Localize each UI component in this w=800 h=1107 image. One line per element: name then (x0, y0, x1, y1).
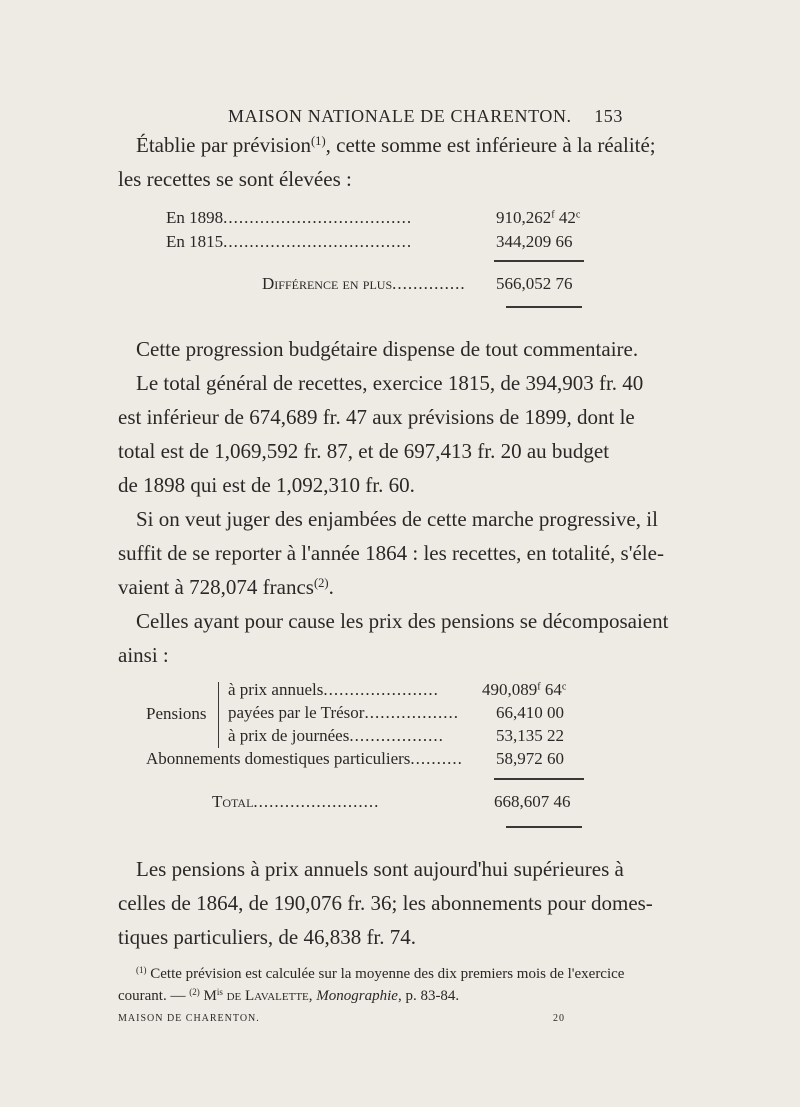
page-number: 153 (594, 106, 623, 126)
intro-line-2: les recettes se sont élevées : (118, 167, 352, 191)
paragraph-1-line-5: de 1898 qui est de 1,092,310 fr. 60. (118, 473, 415, 497)
total-label: Total........................ (212, 792, 380, 811)
pensions-brace (218, 682, 227, 748)
paragraph-2-line-1: Si on veut juger des enjambées de cette marche progressive, il (136, 507, 658, 531)
receipts-row-1-amount: 910,262$^f$ 42$^c$ (496, 208, 581, 227)
pensions-row-3-amount: 53,135 22 (496, 726, 564, 745)
footnote-line-2: courant. — $^{(2)}$ $M^{is}$ de Lavalette, Monographie, p. 83-84. (118, 987, 460, 1004)
footnote-ref-2: (2) (313, 576, 329, 591)
pensions-group-label: Pensions (146, 704, 207, 723)
footnote-2-mark: (2) (189, 987, 200, 998)
paragraph-1-line-3: est inférieur de 674,689 fr. 47 aux prévisions de 1899, dont le (118, 405, 635, 429)
receipts-row-2-amount: 344,209 66 (496, 232, 573, 251)
paragraph-3-line-2: ainsi : (118, 643, 169, 667)
pensions-row-2-amount: 66,410 00 (496, 703, 564, 722)
paragraph-4-line-2: celles de 1864, de 190,076 fr. 36; les abonnements pour domes- (118, 891, 653, 915)
difference-amount: 566,052 76 (496, 274, 573, 293)
paragraph-4-line-3: tiques particuliers, de 46,838 fr. 74. (118, 925, 417, 949)
subscriptions-label: Abonnements domestiques particuliers.......... (146, 749, 463, 768)
running-title: MAISON NATIONALE DE CHARENTON. (228, 106, 572, 126)
intro-line-1: Établie par prévision$^{(1)}$, cette somme est inférieure à la réalité; (136, 133, 656, 157)
paragraph-3-line-1: Celles ayant pour cause les prix des pensions se décomposaient (136, 609, 669, 633)
paragraph-2-line-2: suffit de se reporter à l'année 1864 : les recettes, en totalité, s'éle- (118, 541, 664, 565)
pensions-row-1-amount: 490,089$^f$ 64$^c$ (482, 680, 567, 699)
pensions-row-2-label: payées par le Trésor.................. (228, 703, 459, 722)
total-amount: 668,607 46 (494, 792, 571, 811)
pensions-row-1-label: à prix annuels...................... (228, 680, 439, 699)
subscriptions-amount: 58,972 60 (496, 749, 564, 768)
paragraph-1-line-4: total est de 1,069,592 fr. 87, et de 697,413 fr. 20 au budget (118, 439, 610, 463)
receipts-row-1-label: En 1898.................................... (166, 208, 413, 227)
footnote-1-mark: (1) (136, 965, 147, 976)
work-title: Monographie (316, 988, 398, 1004)
paragraph-2-line-3: vaient à 728,074 francs$^{(2)}$. (118, 575, 334, 599)
difference-label: Différence en plus.............. (262, 274, 466, 293)
pensions-row-3-label: à prix de journées.................. (228, 726, 444, 745)
footnote-ref-1: (1) (310, 134, 326, 149)
sum-rule (494, 260, 584, 262)
signature-number: 20 (553, 1013, 565, 1024)
section-rule-1 (506, 306, 582, 308)
receipts-row-2-label: En 1815.................................... (166, 232, 413, 251)
paragraph-1-line-1: Cette progression budgétaire dispense de tout commentaire. (136, 337, 639, 361)
signature-mark: MAISON DE CHARENTON. (118, 1013, 260, 1024)
paragraph-4-line-1: Les pensions à prix annuels sont aujourd'hui supérieures à (136, 857, 624, 881)
section-rule-2 (506, 826, 582, 828)
paragraph-1-line-2: Le total général de recettes, exercice 1815, de 394,903 fr. 40 (136, 371, 644, 395)
footnote-1-line-1: $^{(1)}$ Cette prévision est calculée sur la moyenne des dix premiers mois de l'exercice (136, 965, 625, 982)
total-rule (494, 778, 584, 780)
